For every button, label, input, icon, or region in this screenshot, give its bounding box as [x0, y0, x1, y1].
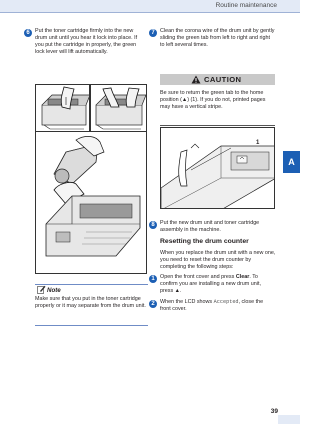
step-2-text-start: When the LCD shows: [160, 299, 214, 305]
step-8-badge: 8: [149, 221, 157, 229]
step-1-text-end: . To confirm you are installing a new drum unit, press ▲.: [160, 274, 261, 295]
caution-bottom-rule: [160, 125, 275, 126]
step-2-badge: 2: [149, 300, 157, 308]
page-number: 39: [270, 408, 278, 415]
header-rule: [0, 12, 300, 13]
note-top-rule: [35, 284, 148, 285]
caution-text: Be sure to return the green tab to the home position (▲) (1). If you do not, printed pages may have a vertical stripe.: [160, 90, 266, 111]
clear-key-label: Clear: [235, 274, 250, 280]
appendix-tab: [283, 151, 300, 173]
step-8-text: Put the new drum unit and toner cartridge assembly in the machine.: [160, 220, 260, 234]
lock-lever-figure-right: [90, 84, 147, 132]
step-6-text: Put the toner cartridge firmly into the new drum unit until you hear it lock into place. If you put the cartridge in properly, the green lock lever will lift automatically.: [35, 28, 138, 56]
running-head: Routine maintenance: [215, 2, 277, 9]
lock-lever-figure-left: [35, 84, 90, 132]
caution-header: [160, 74, 275, 85]
lcd-accepted-message: Accepted: [213, 299, 239, 305]
step-1-badge: 1: [149, 275, 157, 283]
section-intro: When you replace the drum unit with a new one, you need to reset the drum counter by completing the following steps:: [160, 250, 276, 271]
note-text: Make sure that you put in the toner cartridge properly or it may separate from the drum unit.: [35, 296, 146, 310]
appendix-tab-label: A: [288, 157, 295, 167]
step-1-text-start: Open the front cover and press: [160, 274, 236, 280]
green-tab-figure: [160, 127, 275, 209]
step-6-badge: 6: [24, 29, 32, 37]
caution-title: CAUTION: [204, 75, 242, 84]
note-pencil-icon: [37, 285, 46, 294]
step-1-text: [160, 274, 275, 295]
step-7-badge: 7: [149, 29, 157, 37]
step-2-text-end: , close the front cover.: [160, 299, 264, 313]
note-bottom-rule: [35, 325, 148, 326]
note-title: Note: [47, 287, 61, 294]
footer-band: [278, 415, 300, 424]
toner-into-drum-figure: [35, 132, 147, 274]
note-box: [35, 284, 148, 326]
step-7-text: Clean the corona wire of the drum unit by gently sliding the green tab from left to right and right to left several times.: [160, 28, 275, 49]
warning-triangle-icon: [191, 75, 201, 84]
section-title: Resetting the drum counter: [160, 238, 249, 245]
callout-1: 1: [256, 140, 260, 146]
step-2-text: [160, 299, 275, 313]
